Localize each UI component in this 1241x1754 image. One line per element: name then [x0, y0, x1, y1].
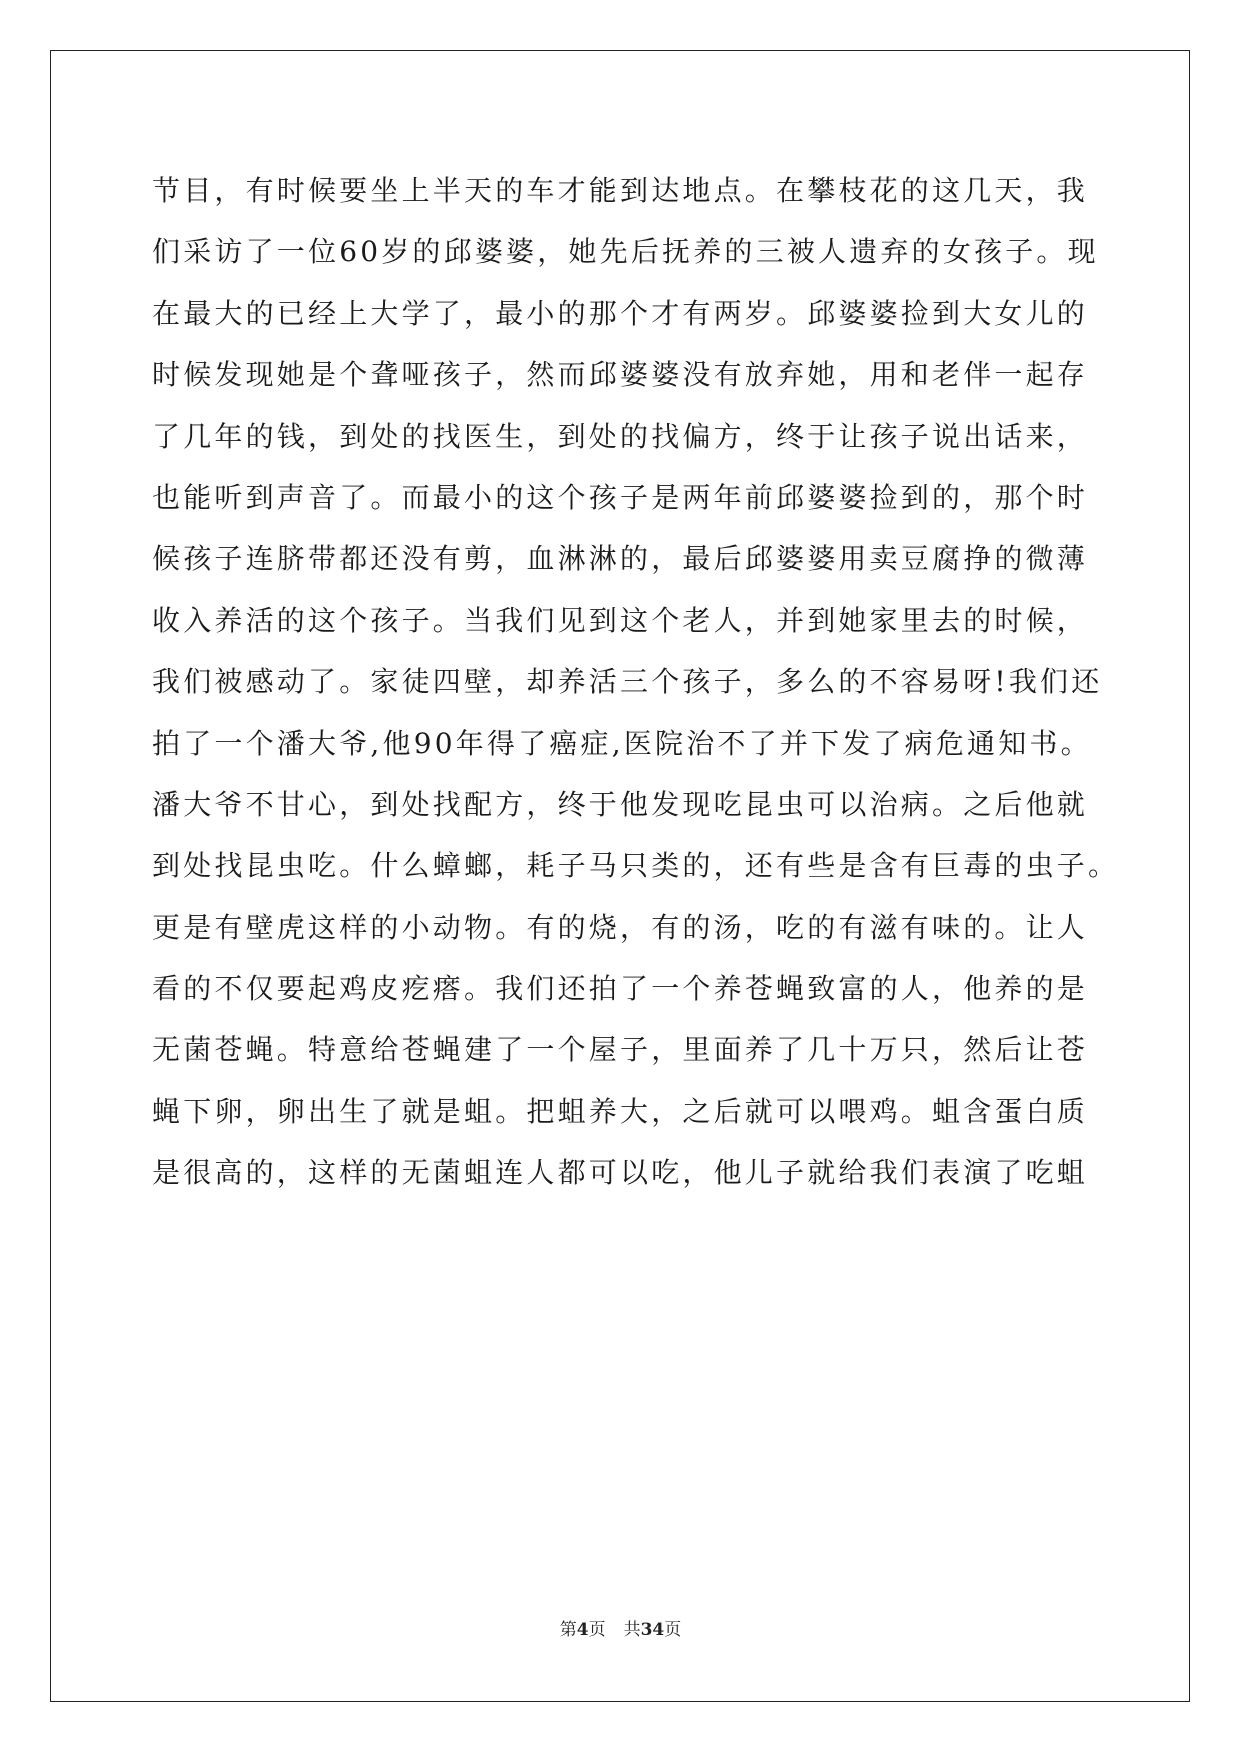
text-line: 收入养活的这个孩子。当我们见到这个老人，并到她家里去的时候， — [152, 603, 1089, 637]
page-suffix: 页 — [588, 1620, 606, 1640]
text-line: 潘大爷不甘心，到处找配方，终于他发现吃昆虫可以治病。之后他就 — [152, 787, 1089, 821]
text-line: 也能听到声音了。而最小的这个孩子是两年前邱婆婆捡到的，那个时 — [152, 480, 1089, 514]
page-prefix: 第 — [559, 1620, 577, 1640]
page-total — [624, 1620, 682, 1640]
text-line: 是很高的，这样的无菌蛆连人都可以吃，他儿子就给我们表演了吃蛆 — [152, 1156, 1089, 1190]
text-line: 无菌苍蝇。特意给苍蝇建了一个屋子，里面养了几十万只，然后让苍 — [152, 1033, 1089, 1067]
text-line: 拍了一个潘大爷,他90年得了癌症,医院治不了并下发了病危通知书。 — [152, 726, 1092, 760]
total-prefix: 共 — [623, 1620, 641, 1640]
text-line: 了几年的钱，到处的找医生，到处的找偏方，终于让孩子说出话来， — [152, 419, 1089, 453]
text-line: 更是有壁虎这样的小动物。有的烧，有的汤，吃的有滋有味的。让人 — [152, 910, 1089, 944]
text-line: 看的不仅要起鸡皮疙瘩。我们还拍了一个养苍蝇致富的人，他养的是 — [152, 972, 1089, 1006]
document-body — [152, 160, 1120, 1204]
text-line: 我们被感动了。家徒四壁，却养活三个孩子，多么的不容易呀!我们还 — [152, 665, 1103, 699]
page-footer — [0, 1615, 1241, 1640]
text-line: 到处找昆虫吃。什么蟑螂，耗子马只类的，还有些是含有巨毒的虫子。 — [152, 849, 1120, 883]
page-total-count: 34 — [640, 1620, 665, 1640]
text-line: 们采访了一位60岁的邱婆婆，她先后抚养的三被人遗弃的女孩子。现 — [152, 235, 1099, 269]
page-number — [560, 1620, 606, 1640]
text-line: 节目，有时候要坐上半天的车才能到达地点。在攀枝花的这几天，我 — [152, 174, 1089, 207]
text-line: 时候发现她是个聋哑孩子，然而邱婆婆没有放弃她，用和老伴一起存 — [152, 358, 1089, 392]
text-line: 在最大的已经上大学了，最小的那个才有两岁。邱婆婆捡到大女儿的 — [152, 296, 1089, 330]
page-current: 4 — [576, 1620, 589, 1640]
text-line: 候孩子连脐带都还没有剪，血淋淋的，最后邱婆婆用卖豆腐挣的微薄 — [152, 542, 1089, 576]
total-suffix: 页 — [664, 1620, 682, 1640]
text-line: 蝇下卵，卵出生了就是蛆。把蛆养大，之后就可以喂鸡。蛆含蛋白质 — [152, 1094, 1089, 1128]
